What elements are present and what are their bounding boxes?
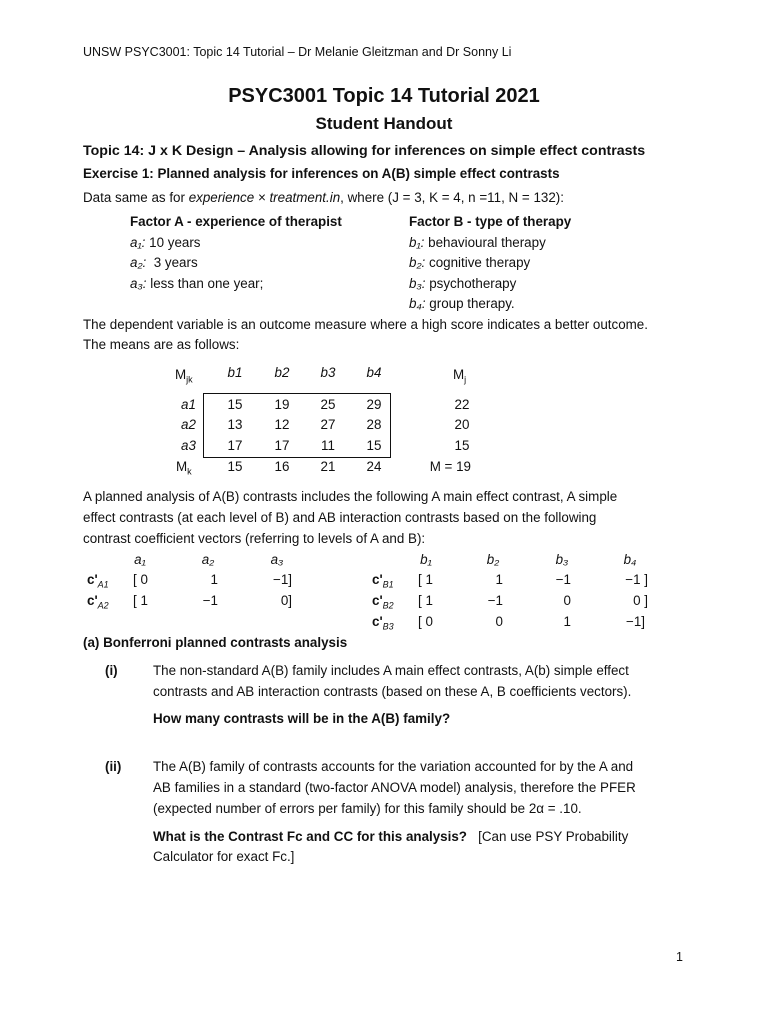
coef-b-cell: −1]	[626, 614, 645, 629]
coef-b-cell: [ 0	[418, 614, 433, 629]
means-col-margin: 16	[274, 459, 290, 474]
factor-b-title: Factor B - type of therapy	[409, 214, 572, 229]
factor-a-level: a₁: 10 years	[130, 235, 201, 250]
means-row-margin: 22	[454, 397, 470, 412]
dv-description: The dependent variable is an outcome measure where a high score indicates a better outcome.	[83, 317, 648, 332]
coef-b-cell: −1	[487, 593, 503, 608]
means-col-header: b4	[366, 365, 382, 380]
question-ii-prompt: What is the Contrast Fc and CC for this analysis? [Can use PSY Probability	[153, 829, 629, 844]
question-ii-text: The A(B) family of contrasts accounts for the variation accounted for by the A and	[153, 759, 634, 774]
means-row-label: a2	[181, 417, 196, 432]
means-col-margin: 15	[227, 459, 243, 474]
question-ii-text: (expected number of errors per family) for this family should be 2α = .10.	[153, 801, 582, 816]
means-col-margin: 21	[320, 459, 336, 474]
means-row-margin: 20	[454, 417, 470, 432]
coef-a-header: a₃	[270, 552, 284, 567]
coef-a-cell: −1	[202, 593, 218, 608]
coef-a-cell: 1	[210, 572, 218, 587]
coef-b-cell: 0	[563, 593, 571, 608]
coef-b-header: b₂	[486, 552, 500, 567]
coef-a-label: $c'_{A1}$	[87, 572, 109, 590]
coef-b-label: $c'_{B3}$	[372, 614, 394, 632]
coef-a-header: a₁	[134, 552, 146, 567]
coef-b-label: $c'_{B1}$	[372, 572, 394, 590]
coef-b-cell: −1	[555, 572, 571, 587]
coef-a-cell: 0]	[280, 593, 292, 608]
factor-b-level: b₄: group therapy.	[409, 296, 515, 311]
running-header: UNSW PSYC3001: Topic 14 Tutorial – Dr Melanie Gleitzman and Dr Sonny Li	[83, 45, 512, 59]
means-cell: 13	[227, 417, 243, 432]
means-cell: 15	[227, 397, 243, 412]
data-description: Data same as for experience × treatment.in, where (J = 3, K = 4, n =11, N = 132):	[83, 190, 564, 205]
coef-b-cell: 1	[563, 614, 571, 629]
coef-b-cell: [ 1	[418, 572, 433, 587]
question-ii-number: (ii)	[105, 759, 122, 774]
factor-b-level: b₁: behavioural therapy	[409, 235, 546, 250]
grand-mean: M = 19	[429, 459, 471, 474]
means-cell: 29	[366, 397, 382, 412]
factor-a-title: Factor A - experience of therapist	[130, 214, 342, 229]
question-i-text: The non-standard A(B) family includes A main effect contrasts, A(b) simple effect	[153, 663, 629, 678]
factor-b-level: b₂: cognitive therapy	[409, 255, 531, 270]
factor-a-level: a₂: 3 years	[130, 255, 198, 270]
coef-b-cell: [ 1	[418, 593, 433, 608]
coef-b-header: b₃	[555, 552, 569, 567]
coef-b-header: b₄	[623, 552, 637, 567]
question-i-text: contrasts and AB interaction contrasts (based on these A, B coefficients vectors).	[153, 684, 632, 699]
means-cell: 17	[227, 438, 243, 453]
coef-a-cell: [ 1	[133, 593, 148, 608]
means-cell: 27	[320, 417, 336, 432]
planned-analysis-text: A planned analysis of A(B) contrasts includes the following A main effect contrast, A simple	[83, 489, 618, 504]
coef-b-cell: 1	[495, 572, 503, 587]
question-ii-note: Calculator for exact Fc.]	[153, 849, 295, 864]
exercise-heading: Exercise 1: Planned analysis for inferences on A(B) simple effect contrasts	[83, 166, 560, 181]
means-cell: 19	[274, 397, 290, 412]
means-col-header: b2	[274, 365, 290, 380]
means-row-label: a3	[181, 438, 196, 453]
means-cell: 28	[366, 417, 382, 432]
coef-b-header: b₁	[420, 552, 432, 567]
coef-a-cell: −1]	[273, 572, 292, 587]
question-i-prompt: How many contrasts will be in the A(B) family?	[153, 711, 451, 726]
means-row-margin: 15	[454, 438, 470, 453]
page-title: PSYC3001 Topic 14 Tutorial 2021	[228, 85, 540, 107]
dv-description: The means are as follows:	[83, 337, 240, 352]
planned-analysis-text: effect contrasts (at each level of B) and AB interaction contrasts based on the following	[83, 510, 597, 525]
means-col-margin: 24	[366, 459, 382, 474]
coef-b-label: $c'_{B2}$	[372, 593, 394, 611]
means-cell: 17	[274, 438, 290, 453]
section-a-heading: (a) Bonferroni planned contrasts analysis	[83, 635, 348, 650]
means-cell: 12	[274, 417, 290, 432]
planned-analysis-text: contrast coefficient vectors (referring to levels of A and B):	[83, 531, 426, 546]
coef-a-header: a₂	[201, 552, 215, 567]
question-ii-text: AB families in a standard (two-factor ANOVA model) analysis, therefore the PFER	[153, 780, 636, 795]
means-col-header: b3	[320, 365, 336, 380]
page-subtitle: Student Handout	[315, 114, 453, 133]
coef-b-cell: 0 ]	[633, 593, 648, 608]
means-cell: 11	[321, 438, 335, 453]
topic-heading: Topic 14: J x K Design – Analysis allowing for inferences on simple effect contrasts	[83, 143, 646, 159]
question-i-number: (i)	[105, 663, 118, 678]
means-col-header: b1	[227, 365, 243, 380]
coef-b-cell: 0	[495, 614, 503, 629]
means-row-label: a1	[181, 397, 196, 412]
factor-b-level: b₃: psychotherapy	[409, 276, 517, 291]
means-col-margin-label: $M_k$	[176, 459, 192, 477]
means-cell: 25	[320, 397, 336, 412]
means-cell: 15	[366, 438, 382, 453]
coef-a-label: $c'_{A2}$	[87, 593, 109, 611]
coef-b-cell: −1 ]	[625, 572, 648, 587]
page-number: 1	[676, 950, 683, 964]
means-row-margin-header: $M_j$	[453, 367, 467, 385]
means-table-corner: $M_{jk}$	[175, 367, 193, 385]
factor-a-level: a₃: less than one year;	[130, 276, 264, 291]
coef-a-cell: [ 0	[133, 572, 148, 587]
